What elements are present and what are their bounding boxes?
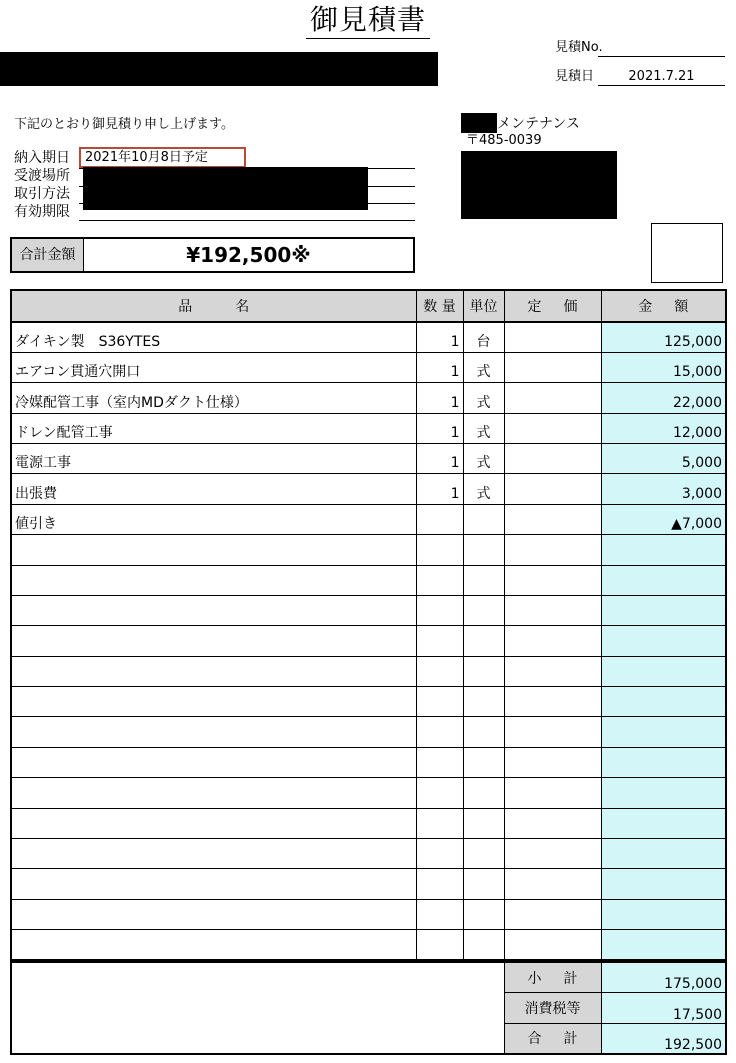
amount-cell: 5,000 <box>601 444 726 474</box>
quantity-cell <box>416 899 463 929</box>
item-name-cell <box>11 687 416 717</box>
item-name-cell: ドレン配管工事 <box>11 413 416 443</box>
amount-cell <box>601 535 726 565</box>
redaction-block-terms <box>83 167 368 210</box>
header-amount: 金 額 <box>601 290 726 322</box>
quantity-cell: 1 <box>416 383 463 413</box>
table-row <box>11 413 726 443</box>
quantity-cell <box>416 535 463 565</box>
unit-cell <box>463 717 504 747</box>
quantity-cell <box>416 778 463 808</box>
item-name-cell: 出張費 <box>11 474 416 504</box>
quantity-cell: 1 <box>416 352 463 382</box>
unit-cell: 式 <box>463 444 504 474</box>
table-row-blank <box>11 717 726 747</box>
table-row <box>11 322 726 352</box>
quantity-cell <box>416 747 463 777</box>
list-price-cell <box>504 838 601 868</box>
table-row <box>11 352 726 382</box>
unit-cell <box>463 747 504 777</box>
item-name-cell <box>11 565 416 595</box>
quantity-cell <box>416 504 463 534</box>
summary-table <box>10 961 727 1055</box>
table-row <box>11 444 726 474</box>
vendor-postal-code: 〒485-0039 <box>466 133 542 148</box>
quantity-cell <box>416 656 463 686</box>
estimate-no-underline <box>598 56 725 57</box>
seal-box <box>651 223 723 283</box>
quantity-cell <box>416 838 463 868</box>
list-price-cell <box>504 474 601 504</box>
total-amount-box <box>10 237 415 273</box>
header-list-price: 定 価 <box>504 290 601 322</box>
quantity-cell: 1 <box>416 444 463 474</box>
unit-cell <box>463 656 504 686</box>
payment-terms-label: 取引方法 <box>14 186 70 202</box>
table-header-row <box>11 290 726 322</box>
unit-cell: 式 <box>463 383 504 413</box>
amount-cell: 12,000 <box>601 413 726 443</box>
item-name-cell <box>11 626 416 656</box>
item-name-cell <box>11 535 416 565</box>
quantity-cell: 1 <box>416 413 463 443</box>
table-row-blank <box>11 535 726 565</box>
list-price-cell <box>504 656 601 686</box>
item-name-cell <box>11 808 416 838</box>
table-row-blank <box>11 656 726 686</box>
item-name-cell: エアコン貫通穴開口 <box>11 352 416 382</box>
item-name-cell <box>11 747 416 777</box>
header-unit: 単位 <box>463 290 504 322</box>
item-name-cell <box>11 838 416 868</box>
item-name-cell <box>11 656 416 686</box>
list-price-cell <box>504 504 601 534</box>
table-row-blank <box>11 626 726 656</box>
tax-value: 17,500 <box>601 993 726 1024</box>
amount-cell: 15,000 <box>601 352 726 382</box>
amount-cell <box>601 869 726 899</box>
amount-cell <box>601 808 726 838</box>
item-name-cell <box>11 778 416 808</box>
list-price-cell <box>504 930 601 960</box>
vendor-name: メンテナンス <box>497 116 580 132</box>
quantity-cell <box>416 687 463 717</box>
quantity-cell <box>416 565 463 595</box>
unit-cell <box>463 778 504 808</box>
list-price-cell <box>504 413 601 443</box>
item-name-cell: 冷媒配管工事（室内MDダクト仕様） <box>11 383 416 413</box>
subtotal-label: 小 計 <box>504 962 601 993</box>
item-name-cell <box>11 899 416 929</box>
list-price-cell <box>504 535 601 565</box>
table-row <box>11 504 726 534</box>
table-row-blank <box>11 687 726 717</box>
table-row-blank <box>11 565 726 595</box>
quantity-cell <box>416 930 463 960</box>
unit-cell <box>463 808 504 838</box>
table-row-blank <box>11 808 726 838</box>
table-row-blank <box>11 595 726 625</box>
table-row-blank <box>11 838 726 868</box>
unit-cell <box>463 687 504 717</box>
amount-cell <box>601 747 726 777</box>
unit-cell: 式 <box>463 474 504 504</box>
list-price-cell <box>504 383 601 413</box>
quantity-cell <box>416 869 463 899</box>
grand-total-label: 合 計 <box>504 1023 601 1054</box>
tax-label: 消費税等 <box>504 993 601 1024</box>
estimate-date-label: 見積日 <box>555 69 595 84</box>
list-price-cell <box>504 778 601 808</box>
item-name-cell <box>11 595 416 625</box>
amount-cell <box>601 778 726 808</box>
validity-label: 有効期限 <box>14 204 70 220</box>
unit-cell <box>463 899 504 929</box>
list-price-cell <box>504 687 601 717</box>
list-price-cell <box>504 626 601 656</box>
amount-cell <box>601 930 726 960</box>
header-item-name: 品 名 <box>11 290 416 322</box>
quantity-cell <box>416 595 463 625</box>
unit-cell: 台 <box>463 322 504 352</box>
amount-cell <box>601 899 726 929</box>
unit-cell <box>463 838 504 868</box>
table-row-blank <box>11 778 726 808</box>
items-table <box>10 289 727 961</box>
table-row-blank <box>11 747 726 777</box>
table-row-blank <box>11 899 726 929</box>
delivery-place-label: 受渡場所 <box>14 168 70 184</box>
delivery-date-label: 納入期日 <box>14 150 70 166</box>
item-name-cell <box>11 717 416 747</box>
unit-cell <box>463 626 504 656</box>
amount-cell <box>601 565 726 595</box>
unit-cell <box>463 930 504 960</box>
total-amount-label: 合計金額 <box>12 239 84 271</box>
unit-cell <box>463 535 504 565</box>
unit-cell <box>463 565 504 595</box>
redaction-block-vendor-address <box>461 151 617 219</box>
subtotal-value: 175,000 <box>601 962 726 993</box>
estimate-no-label: 見積No. <box>555 40 603 55</box>
amount-cell: 3,000 <box>601 474 726 504</box>
table-row <box>11 383 726 413</box>
list-price-cell <box>504 322 601 352</box>
quantity-cell: 1 <box>416 474 463 504</box>
unit-cell <box>463 595 504 625</box>
document-title: 御見積書 <box>306 2 430 39</box>
list-price-cell <box>504 899 601 929</box>
redaction-block-vendor-name <box>461 113 497 133</box>
list-price-cell <box>504 717 601 747</box>
amount-cell <box>601 687 726 717</box>
amount-cell: 22,000 <box>601 383 726 413</box>
unit-cell <box>463 504 504 534</box>
list-price-cell <box>504 444 601 474</box>
table-row <box>11 474 726 504</box>
summary-row-subtotal <box>11 962 726 993</box>
validity-underline <box>79 220 415 221</box>
list-price-cell <box>504 565 601 595</box>
unit-cell: 式 <box>463 352 504 382</box>
list-price-cell <box>504 352 601 382</box>
list-price-cell <box>504 747 601 777</box>
item-name-cell: 値引き <box>11 504 416 534</box>
grand-total-value: 192,500 <box>601 1023 726 1054</box>
list-price-cell <box>504 869 601 899</box>
unit-cell: 式 <box>463 413 504 443</box>
total-amount-value: ¥192,500※ <box>186 243 311 267</box>
summary-notes-cell <box>11 962 504 1054</box>
item-name-cell <box>11 869 416 899</box>
amount-cell <box>601 838 726 868</box>
list-price-cell <box>504 808 601 838</box>
items-table-body <box>11 322 726 960</box>
quantity-cell: 1 <box>416 322 463 352</box>
amount-cell <box>601 717 726 747</box>
estimate-date-value: 2021.7.21 <box>628 69 695 84</box>
amount-cell: 125,000 <box>601 322 726 352</box>
item-name-cell: 電源工事 <box>11 444 416 474</box>
estimate-date-underline <box>598 85 725 86</box>
item-name-cell: ダイキン製 S36YTES <box>11 322 416 352</box>
table-row-blank <box>11 930 726 960</box>
greeting-text: 下記のとおり御見積り申し上げます。 <box>14 117 234 132</box>
redaction-block-recipient <box>0 52 438 86</box>
unit-cell <box>463 869 504 899</box>
delivery-date-value: 2021年10月8日予定 <box>79 147 246 168</box>
list-price-cell <box>504 595 601 625</box>
amount-cell <box>601 626 726 656</box>
amount-cell: ▲7,000 <box>601 504 726 534</box>
item-name-cell <box>11 930 416 960</box>
amount-cell <box>601 656 726 686</box>
quantity-cell <box>416 808 463 838</box>
quantity-cell <box>416 626 463 656</box>
header-quantity: 数 量 <box>416 290 463 322</box>
table-row-blank <box>11 869 726 899</box>
quantity-cell <box>416 717 463 747</box>
amount-cell <box>601 595 726 625</box>
